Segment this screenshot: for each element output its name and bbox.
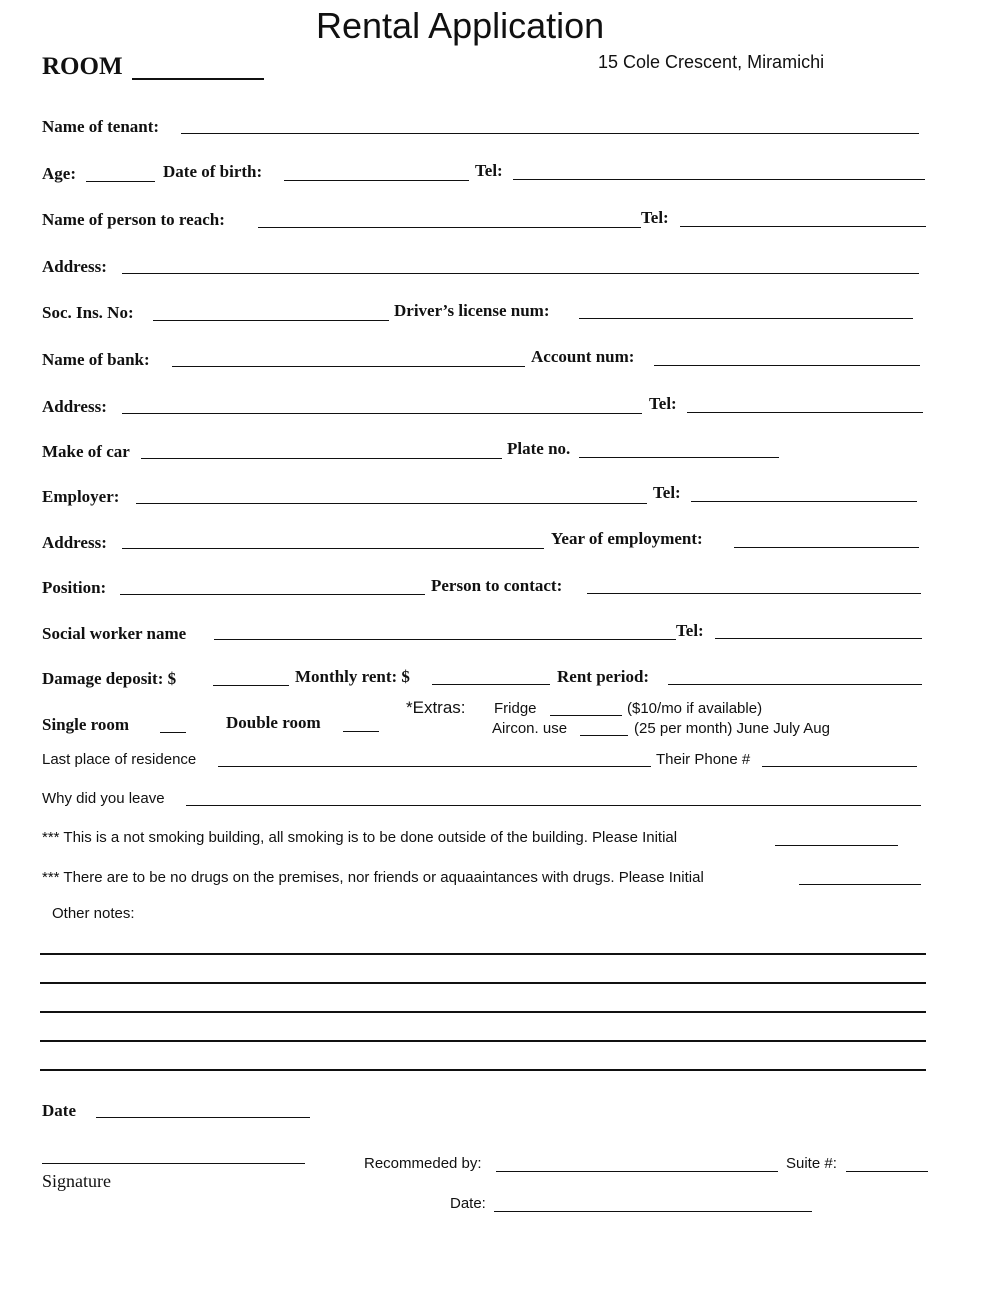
label-position: Position: [42, 578, 107, 597]
input-line-year-of-employment[interactable] [734, 547, 919, 548]
label-aircon: Aircon. use [492, 720, 568, 737]
input-line-last-residence[interactable] [218, 766, 651, 767]
no-smoking-notice: *** This is a not smoking building, all smoking is to be done outside of the building. Please Initial [42, 829, 678, 846]
label-address-1: Address: [42, 257, 107, 276]
no-drugs-notice: *** There are to be no drugs on the premises, nor friends or aquaaintances with drugs. Please Initial [42, 869, 704, 886]
fridge-price-note: ($10/mo if available) [627, 700, 763, 717]
label-damage-deposit: Damage deposit: $ [42, 669, 177, 688]
label-why-leave: Why did you leave [42, 790, 165, 807]
input-line-employer[interactable] [136, 503, 647, 504]
notes-line-3[interactable] [40, 1011, 926, 1013]
label-account-num: Account num: [531, 347, 635, 366]
input-line-name-of-tenant[interactable] [181, 133, 919, 134]
input-line-date-2[interactable] [494, 1211, 812, 1212]
label-suite: Suite #: [786, 1155, 837, 1172]
input-line-person-to-contact[interactable] [587, 593, 921, 594]
input-line-account-num[interactable] [654, 365, 920, 366]
label-fridge: Fridge [494, 700, 537, 717]
label-age: Age: [42, 164, 76, 183]
input-line-drivers-license[interactable] [579, 318, 913, 319]
input-line-soc-ins-no[interactable] [153, 320, 389, 321]
label-year-of-employment: Year of employment: [551, 529, 703, 548]
input-line-suite[interactable] [846, 1171, 928, 1172]
label-date-2: Date: [450, 1195, 486, 1212]
label-extras: *Extras: [406, 698, 466, 717]
label-make-of-car: Make of car [42, 442, 130, 461]
input-line-signature[interactable] [42, 1163, 305, 1164]
notes-line-4[interactable] [40, 1040, 926, 1042]
input-line-fridge[interactable] [550, 715, 622, 716]
label-date: Date [42, 1101, 76, 1120]
input-line-tel-1[interactable] [513, 179, 925, 180]
label-name-of-tenant: Name of tenant: [42, 117, 160, 136]
input-line-double-room[interactable] [343, 731, 379, 732]
input-line-social-worker-name[interactable] [214, 639, 676, 640]
label-tel-2: Tel: [641, 208, 669, 227]
label-rent-period: Rent period: [557, 667, 650, 686]
label-social-worker-name: Social worker name [42, 624, 187, 643]
input-line-date-of-birth[interactable] [284, 180, 469, 181]
input-line-why-leave[interactable] [186, 805, 921, 806]
input-line-plate-no[interactable] [579, 457, 779, 458]
notes-line-5[interactable] [40, 1069, 926, 1071]
input-line-recommended-by[interactable] [496, 1171, 778, 1172]
label-person-to-contact: Person to contact: [431, 576, 563, 595]
room-input-line[interactable] [132, 78, 264, 80]
label-tel-1: Tel: [475, 161, 503, 180]
input-line-smoking-initial[interactable] [775, 845, 898, 846]
input-line-tel-4[interactable] [691, 501, 917, 502]
label-tel-3: Tel: [649, 394, 677, 413]
input-line-tel-2[interactable] [680, 226, 926, 227]
input-line-drugs-initial[interactable] [799, 884, 921, 885]
label-address-2: Address: [42, 397, 107, 416]
input-line-single-room[interactable] [160, 732, 186, 733]
form-title: Rental Application [316, 5, 605, 46]
input-line-address-1[interactable] [122, 273, 919, 274]
label-other-notes: Other notes: [52, 905, 135, 922]
label-employer: Employer: [42, 487, 120, 506]
label-single-room: Single room [42, 715, 130, 734]
input-line-address-3[interactable] [122, 548, 544, 549]
input-line-make-of-car[interactable] [141, 458, 502, 459]
aircon-price-note: (25 per month) June July Aug [634, 720, 830, 737]
label-soc-ins-no: Soc. Ins. No: [42, 303, 134, 322]
label-double-room: Double room [226, 713, 321, 732]
input-line-their-phone[interactable] [762, 766, 917, 767]
label-address-3: Address: [42, 533, 107, 552]
label-drivers-license: Driver’s license num: [394, 301, 550, 320]
input-line-monthly-rent[interactable] [432, 684, 550, 685]
input-line-address-2[interactable] [122, 413, 642, 414]
notes-line-1[interactable] [40, 953, 926, 955]
label-date-of-birth: Date of birth: [163, 162, 263, 181]
label-their-phone: Their Phone # [656, 751, 751, 768]
notes-line-2[interactable] [40, 982, 926, 984]
label-recommended-by: Recommeded by: [364, 1155, 482, 1172]
input-line-rent-period[interactable] [668, 684, 922, 685]
property-address: 15 Cole Crescent, Miramichi [598, 52, 825, 72]
label-last-residence: Last place of residence [42, 751, 197, 768]
input-line-name-of-bank[interactable] [172, 366, 525, 367]
label-tel-5: Tel: [676, 621, 704, 640]
input-line-position[interactable] [120, 594, 425, 595]
label-signature: Signature [42, 1171, 111, 1191]
room-label: ROOM [42, 53, 123, 80]
label-plate-no: Plate no. [507, 439, 571, 458]
input-line-tel-3[interactable] [687, 412, 923, 413]
input-line-person-to-reach[interactable] [258, 227, 641, 228]
label-person-to-reach: Name of person to reach: [42, 210, 225, 229]
label-tel-4: Tel: [653, 483, 681, 502]
input-line-age[interactable] [86, 181, 155, 182]
input-line-damage-deposit[interactable] [213, 685, 289, 686]
input-line-date[interactable] [96, 1117, 310, 1118]
input-line-aircon[interactable] [580, 735, 628, 736]
input-line-tel-5[interactable] [715, 638, 922, 639]
label-monthly-rent: Monthly rent: $ [295, 667, 410, 686]
label-name-of-bank: Name of bank: [42, 350, 150, 369]
